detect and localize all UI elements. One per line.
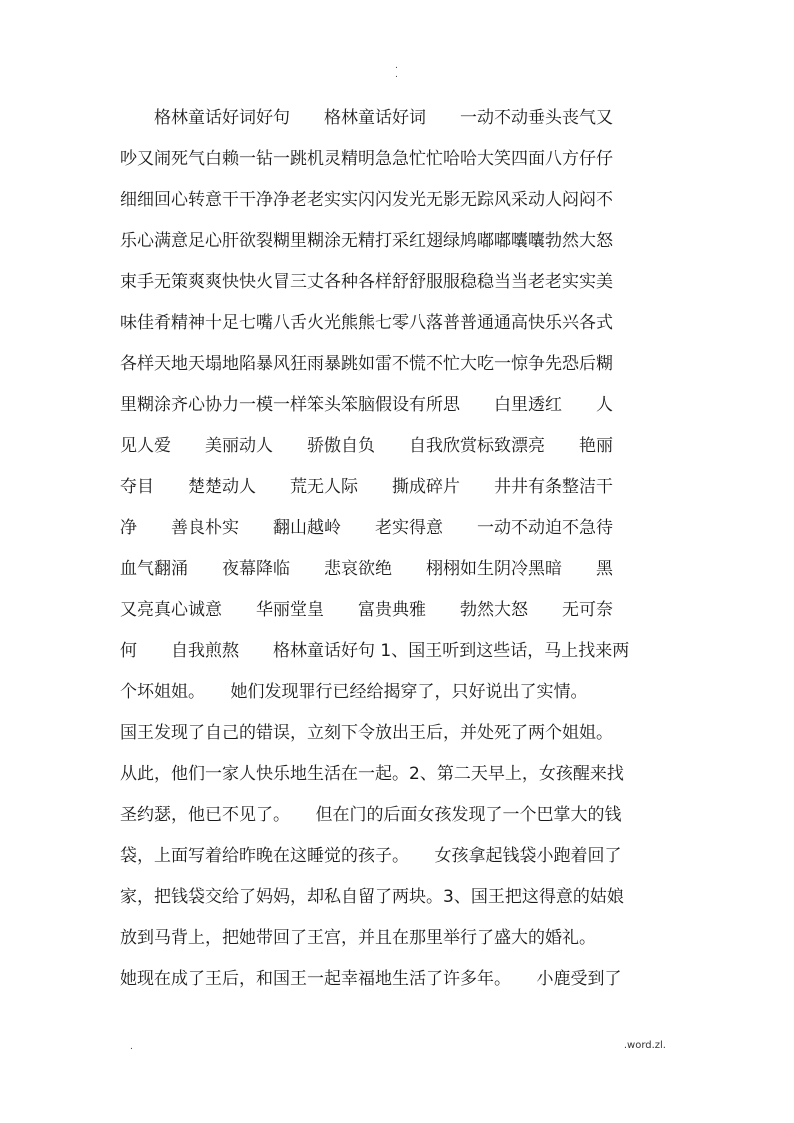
text-line: 她现在成了王后，和国王一起幸福地生活了许多年。 小鹿受到了: [120, 969, 622, 989]
text-line: 国王发现了自己的错误，立刻下令放出王后，并处死了两个姐姐。: [120, 723, 613, 743]
text-line: 格林童话好词好句 格林童话好词 一动不动垂头丧气又: [120, 108, 613, 128]
text-line: 吵又闹死气白赖一钻一跳机灵精明急急忙忙哈哈大笑四面八方仔仔: [120, 149, 613, 169]
text-line: 又亮真心诚意 华丽堂皇 富贵典雅 勃然大怒 无可奈: [120, 600, 613, 620]
text-line: 各样天地天塌地陷暴风狂雨暴跳如雷不慌不忙大吃一惊争先恐后糊: [120, 354, 613, 374]
footer-watermark: .word.zl.: [623, 1040, 666, 1051]
text-line: 袋，上面写着给昨晚在这睡觉的孩子。 女孩拿起钱袋小跑着回了: [120, 846, 622, 866]
text-line: 放到马背上，把她带回了王宫，并且在那里举行了盛大的婚礼。: [120, 928, 596, 948]
text-line: 细细回心转意干干净净老老实实闪闪发光无影无踪风采动人闷闷不: [120, 190, 613, 210]
text-line: 家，把钱袋交给了妈妈，却私自留了两块。3、国王把这得意的姑娘: [120, 887, 624, 907]
text-line: 乐心满意足心肝欲裂糊里糊涂无精打采红翅绿鸠嘟嘟囔囔勃然大怒: [120, 231, 613, 251]
text-line: 圣约瑟，他已不见了。 但在门的后面女孩发现了一个巴掌大的钱: [120, 805, 622, 825]
header-mark: . .: [395, 61, 398, 80]
text-line: 味佳肴精神十足七嘴八舌火光熊熊七零八落普普通通高快乐兴各式: [120, 313, 613, 333]
text-line: 个坏姐姐。 她们发现罪行已经给揭穿了，只好说出了实情。: [120, 682, 588, 702]
footer-left-mark: .: [130, 1042, 133, 1052]
text-line: 夺目 楚楚动人 荒无人际 撕成碎片 井井有条整洁干: [120, 477, 613, 497]
text-line: 里糊涂齐心协力一模一样笨头笨脑假设有所思 白里透红 人: [120, 395, 613, 415]
text-line: 从此，他们一家人快乐地生活在一起。2、第二天早上，女孩醒来找: [120, 764, 624, 784]
text-line: 净 善良朴实 翻山越岭 老实得意 一动不动迫不急待: [120, 518, 613, 538]
text-line: 何 自我煎熬 格林童话好句 1、国王听到这些话，马上找来两: [120, 641, 630, 661]
text-line: 血气翻涌 夜幕降临 悲哀欲绝 栩栩如生阴冷黑暗 黑: [120, 559, 613, 579]
text-line: 见人爱 美丽动人 骄傲自负 自我欣赏标致漂亮 艳丽: [120, 436, 613, 456]
body-text: [120, 98, 680, 1000]
text-line: 束手无策爽爽快快火冒三丈各种各样舒舒服服稳稳当当老老实实美: [120, 272, 613, 292]
